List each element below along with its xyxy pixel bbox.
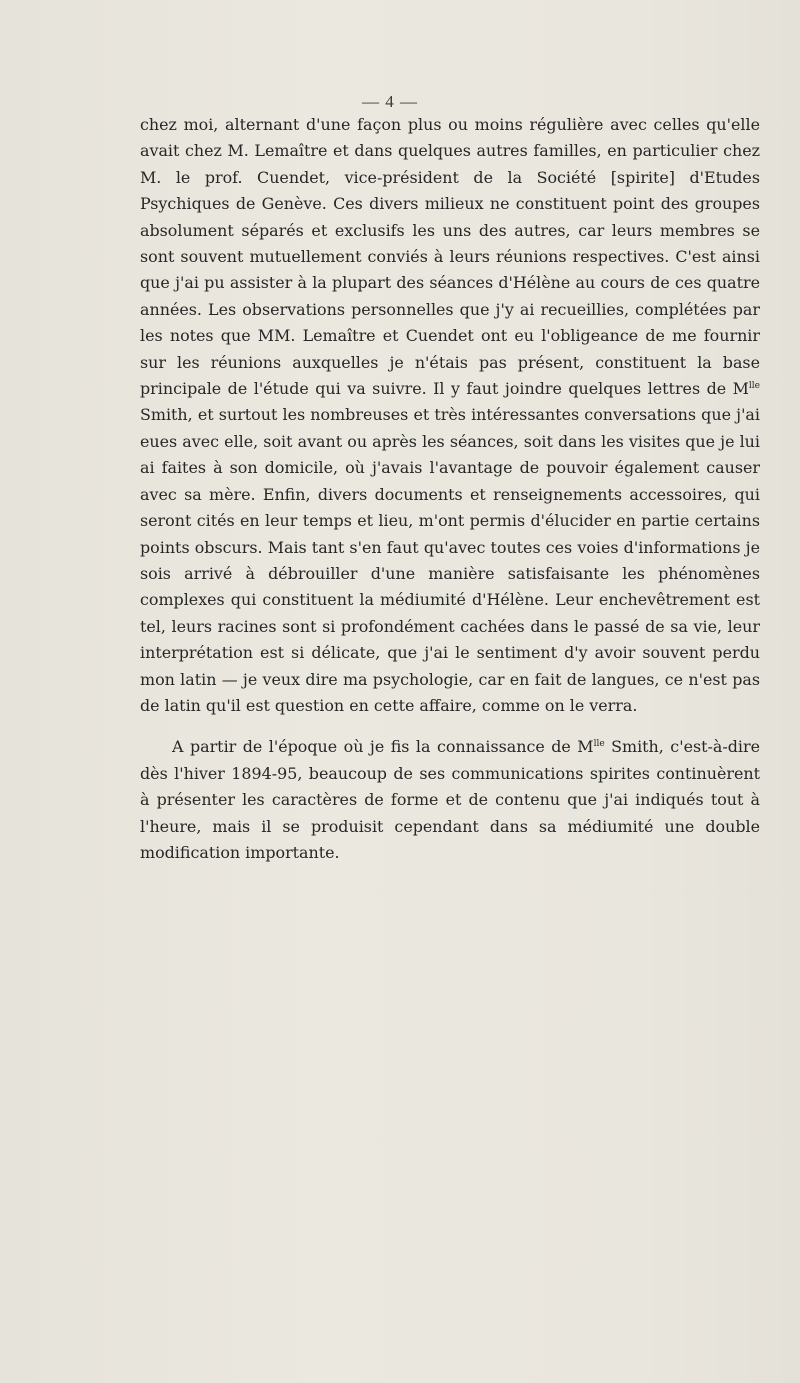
paragraph-text: A partir de l'époque où je fis la connaissance de M	[172, 737, 594, 757]
paragraph-text: Smith, c'est-à-dire dès l'hiver 1894-95, beaucoup de ses communications spirites continuèrent à présenter les caractères de forme et de contenu que j'ai indiqués tout à l'heure, mais il se produisit cependant dans sa médiumité une double modification importante.	[140, 737, 760, 862]
superscript: lle	[593, 739, 605, 750]
paragraph	[140, 734, 760, 866]
paragraph	[140, 112, 760, 719]
paragraph-text: chez moi, alternant d'une façon plus ou moins régulière avec celles qu'elle avait chez M. Lemaître et dans quelques autres familles, en particulier chez M. le prof. Cuendet, vice-président de la Société [spirite] d'Etudes Psychiques de Genève. Ces divers milieux ne constituent point des groupes absolument séparés et exclusifs les uns des autres, car leurs membres se sont souvent mutuellement conviés à leurs réunions respectives. C'est ainsi que j'ai pu assister à la plupart des séances d'Hélène au cours de ces quatre années. Les observations personnelles que j'y ai recueillies, complétées par les notes que MM. Lemaître et Cuendet ont eu l'obligeance de me fournir sur les réunions auxquelles je n'étais pas présent, constituent la base principale de l'étude qui va suivre. Il y faut joindre quelques lettres de M	[140, 115, 760, 399]
paragraph-text: Smith, et surtout les nombreuses et très intéressantes conversations que j'ai eues avec elle, soit avant ou après les séances, soit dans les visites que je lui ai faites à son domicile, où j'avais l'avantage de pouvoir également causer avec sa mère. Enfin, divers documents et renseignements accessoires, qui seront cités en leur temps et lieu, m'ont permis d'élucider en partie certains points obscurs. Mais tant s'en faut qu'avec toutes ces voies d'informations je sois arrivé à débrouiller d'une manière satisfaisante les phénomènes complexes qui constituent la médiumité d'Hélène. Leur enchevêtrement est tel, leurs racines sont si profondément cachées dans le passé de sa vie, leur interprétation est si délicate, que j'ai le sentiment d'y avoir souvent perdu mon latin — je veux dire ma psychologie, car en fait de langues, ce n'est pas de latin qu'il est question en cette affaire, comme on le verra.	[140, 405, 760, 715]
page-number: — 4 —	[362, 92, 418, 111]
superscript: lle	[748, 381, 760, 392]
body-text	[140, 112, 760, 866]
